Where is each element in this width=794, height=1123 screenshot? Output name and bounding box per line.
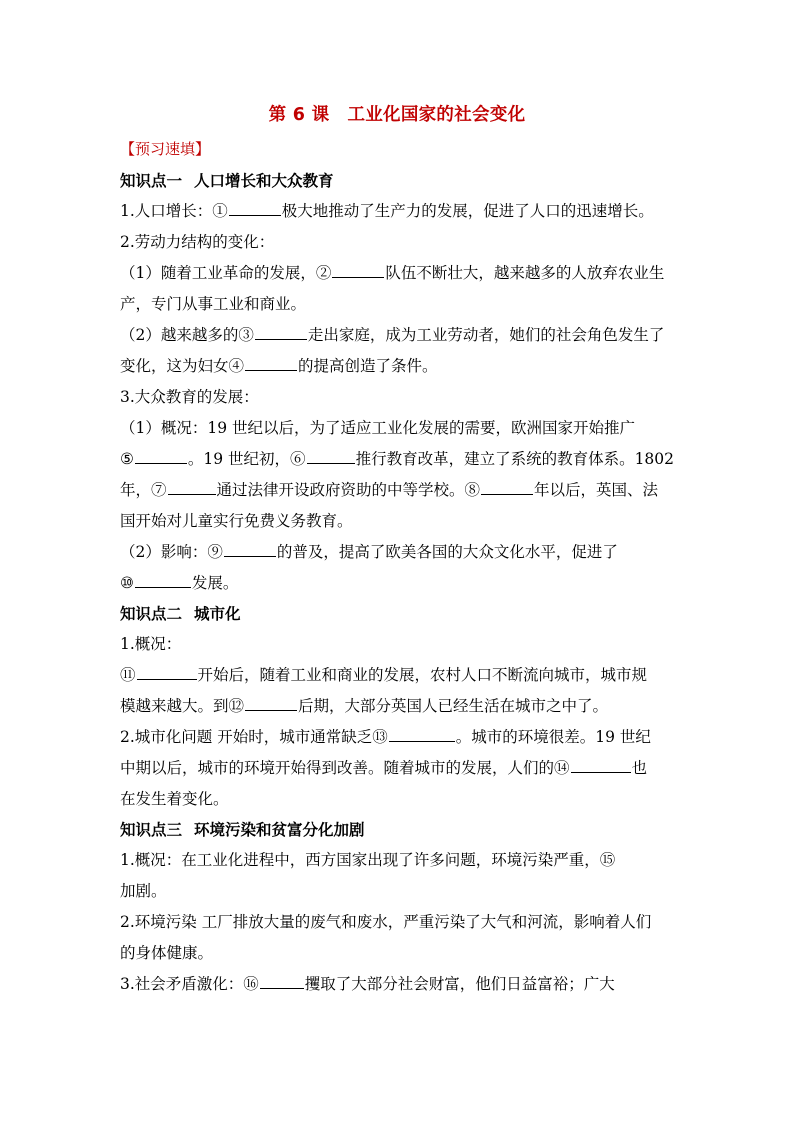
section-tag: 【预习速填】: [120, 140, 211, 158]
kp2-line: 2.城市化问题 开始时，城市通常缺乏⑬ 。城市的环境很差。19 世纪: [120, 728, 651, 746]
kp3-line: 1.概况：在工业化进程中，西方国家出现了许多问题，环境污染严重，⑮: [120, 851, 616, 869]
fill-blank-7[interactable]: [168, 482, 216, 495]
fill-blank-10[interactable]: [135, 575, 191, 588]
fill-blank-5[interactable]: [135, 451, 187, 464]
kp3-line: 3.社会矛盾激化：⑯ 攫取了大部分社会财富，他们日益富裕；广大: [120, 975, 615, 993]
kp3-line: 的身体健康。: [120, 944, 214, 962]
kp1-line: 产，专门从事工业和商业。: [120, 295, 307, 313]
kp1-line: 变化，这为妇女④ 的提高创造了条件。: [120, 357, 438, 375]
kp1-line: 3.大众教育的发展：: [120, 388, 259, 406]
kp2-heading: 知识点二 城市化: [120, 605, 241, 623]
fill-blank-12[interactable]: [245, 698, 297, 711]
fill-blank-1[interactable]: [229, 203, 281, 216]
kp2-line: 1.概况：: [120, 635, 182, 653]
kp1-heading: 知识点一 人口增长和大众教育: [120, 172, 334, 190]
fill-blank-13[interactable]: [389, 729, 455, 742]
kp1-line: 国开始对儿童实行免费义务教育。: [120, 512, 353, 530]
page-title: [120, 102, 674, 128]
kp1-line: （2）影响：⑨ 的普及，提高了欧美各国的大众文化水平，促进了: [120, 543, 618, 561]
fill-blank-9[interactable]: [224, 544, 276, 557]
fill-blank-6[interactable]: [307, 451, 355, 464]
kp2-line: 在发生着变化。: [120, 790, 229, 808]
fill-blank-8[interactable]: [481, 482, 533, 495]
kp2-line: 模越来越大。到⑫ 后期，大部分英国人已经生活在城市之中了。: [120, 697, 609, 715]
lesson-number: 第 6 课: [268, 105, 330, 125]
fill-blank-2[interactable]: [332, 265, 384, 278]
kp2-line: 中期以后，城市的环境开始得到改善。随着城市的发展，人们的⑭ 也: [120, 759, 648, 777]
kp1-line: （2）越来越多的③ 走出家庭，成为工业劳动者，她们的社会角色发生了: [120, 326, 665, 344]
kp1-line: 年，⑦ 通过法律开设政府资助的中等学校。⑧ 年以后，英国、法: [120, 481, 659, 499]
fill-blank-4[interactable]: [245, 358, 297, 371]
kp2-line: ⑪ 开始后，随着工业和商业的发展，农村人口不断流向城市，城市规: [120, 666, 648, 684]
fill-blank-16[interactable]: [260, 976, 304, 989]
kp3-line: 加剧。: [120, 882, 167, 900]
kp1-line: （1）随着工业革命的发展，② 队伍不断壮大，越来越多的人放弃农业生: [120, 264, 665, 282]
kp1-line: ⑩ 发展。: [120, 574, 239, 592]
kp1-line: 2.劳动力结构的变化：: [120, 233, 275, 251]
lesson-name: 工业化国家的社会变化: [347, 105, 526, 125]
fill-blank-11[interactable]: [137, 667, 197, 680]
kp3-heading: 知识点三 环境污染和贫富分化加剧: [120, 821, 365, 839]
kp1-line: 1.人口增长：① 极大地推动了生产力的发展，促进了人口的迅速增长。: [120, 202, 654, 220]
kp3-line: 2.环境污染 工厂排放大量的废气和废水，严重污染了大气和河流，影响着人们: [120, 913, 652, 931]
kp1-line: ⑤ 。19 世纪初，⑥ 推行教育改革，建立了系统的教育体系。1802: [120, 450, 675, 468]
fill-blank-14[interactable]: [571, 760, 631, 773]
fill-blank-3[interactable]: [255, 327, 307, 340]
kp1-line: （1）概况：19 世纪以后，为了适应工业化发展的需要，欧洲国家开始推广: [120, 419, 636, 437]
